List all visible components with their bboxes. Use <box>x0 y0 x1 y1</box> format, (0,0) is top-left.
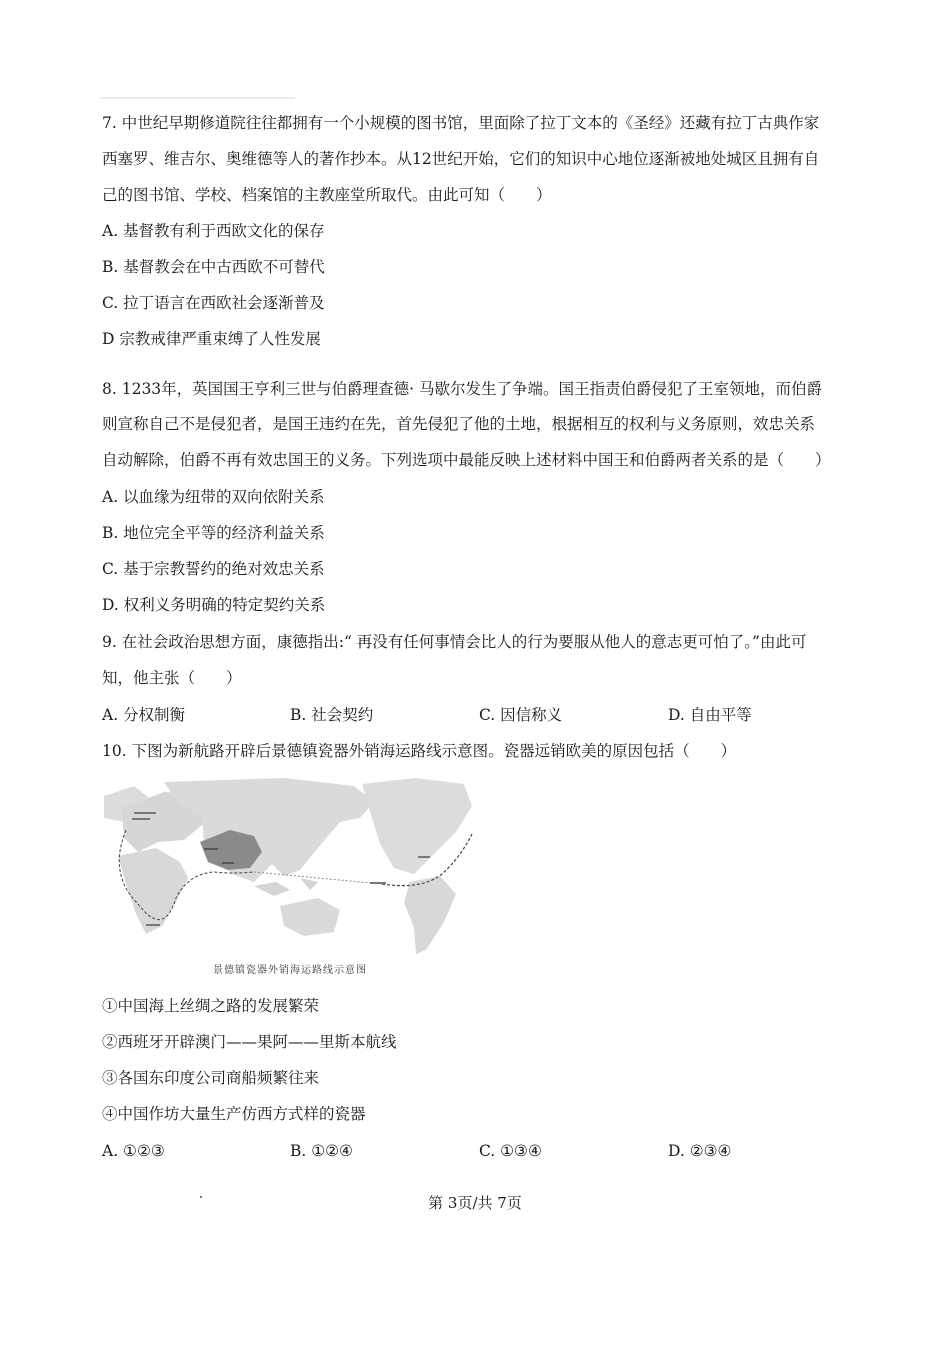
page-footer: 第 3页/共 7页 <box>428 1194 522 1212</box>
q7-option-b[interactable]: B. 基督教会在中古西欧不可替代 <box>102 258 325 276</box>
q9-option-c[interactable]: C. 因信称义 <box>479 706 563 724</box>
q7-option-a[interactable]: A. 基督教有利于西欧文化的保存 <box>102 222 325 240</box>
landmass-africa <box>118 848 188 934</box>
scan-smudge <box>100 97 295 99</box>
q10-option-d[interactable]: D. ②③④ <box>668 1142 732 1160</box>
q10-statement-1: ①中国海上丝绸之路的发展繁荣 <box>102 997 320 1015</box>
q10-option-a[interactable]: A. ①②③ <box>102 1142 165 1160</box>
q7-option-d[interactable]: D 宗教戒律严重束缚了人性发展 <box>102 330 321 348</box>
q7-option-c[interactable]: C. 拉丁语言在西欧社会逐渐普及 <box>102 294 325 312</box>
world-map-figure <box>104 778 476 960</box>
q8-stem-line-1: 8. 1233年，英国国王亨利三世与伯爵理查德· 马歇尔发生了争端。国王指责伯爵侵犯了王室领地，而伯爵 <box>102 380 823 398</box>
q10-statement-3: ③各国东印度公司商船频繁往来 <box>102 1069 320 1087</box>
q10-option-b[interactable]: B. ①②④ <box>290 1142 353 1160</box>
q7-stem-line-3: 己的图书馆、学校、档案馆的主教座堂所取代。由此可知（ ） <box>102 186 552 204</box>
q8-stem-line-3: 自动解除，伯爵不再有效忠国王的义务。下列选项中最能反映上述材料中国王和伯爵两者关系的是（ ） <box>102 451 831 469</box>
q7-stem-line-2: 西塞罗、维吉尔、奥维德等人的著作抄本。从12世纪开始，它们的知识中心地位逐渐被地处城区且拥有自 <box>102 150 820 168</box>
q8-option-c[interactable]: C. 基于宗教誓约的绝对效忠关系 <box>102 560 325 578</box>
q9-option-b[interactable]: B. 社会契约 <box>290 706 374 724</box>
q9-stem-line-1: 9. 在社会政治思想方面，康德指出:“ 再没有任何事情会比人的行为要服从他人的意志更可怕了。”由此可 <box>102 633 807 651</box>
q10-statement-2: ②西班牙开辟澳门——果阿——里斯本航线 <box>102 1033 397 1051</box>
landmass-australia <box>280 898 340 936</box>
q8-option-a[interactable]: A. 以血缘为纽带的双向依附关系 <box>102 488 325 506</box>
landmass-islands <box>254 878 318 896</box>
q8-stem-line-2: 则宣称自己不是侵犯者，是国王违约在先，首先侵犯了他的土地，根据相互的权利与义务原则，效忠关系 <box>102 415 816 433</box>
q8-option-b[interactable]: B. 地位完全平等的经济利益关系 <box>102 524 325 542</box>
q9-stem-line-2: 知，他主张（ ） <box>102 669 242 687</box>
q9-option-a[interactable]: A. 分权制衡 <box>102 706 186 724</box>
q8-option-d[interactable]: D. 权利义务明确的特定契约关系 <box>102 596 326 614</box>
q10-statement-4: ④中国作坊大量生产仿西方式样的瓷器 <box>102 1105 366 1123</box>
porcelain-route-map <box>104 778 476 978</box>
landmass-south-america <box>404 876 456 954</box>
route-pacific <box>254 872 382 884</box>
q10-stem: 10. 下图为新航路开辟后景德镇瓷器外销海运路线示意图。瓷器远销欧美的原因包括（ ） <box>102 742 737 760</box>
map-caption: 景德镇瓷器外销海运路线示意图 <box>213 965 367 976</box>
q10-option-c[interactable]: C. ①③④ <box>479 1142 542 1160</box>
q9-option-d[interactable]: D. 自由平等 <box>668 706 752 724</box>
q7-stem-line-1: 7. 中世纪早期修道院往往都拥有一个小规模的图书馆，里面除了拉丁文本的《圣经》还藏有拉丁古典作家 <box>102 114 820 132</box>
